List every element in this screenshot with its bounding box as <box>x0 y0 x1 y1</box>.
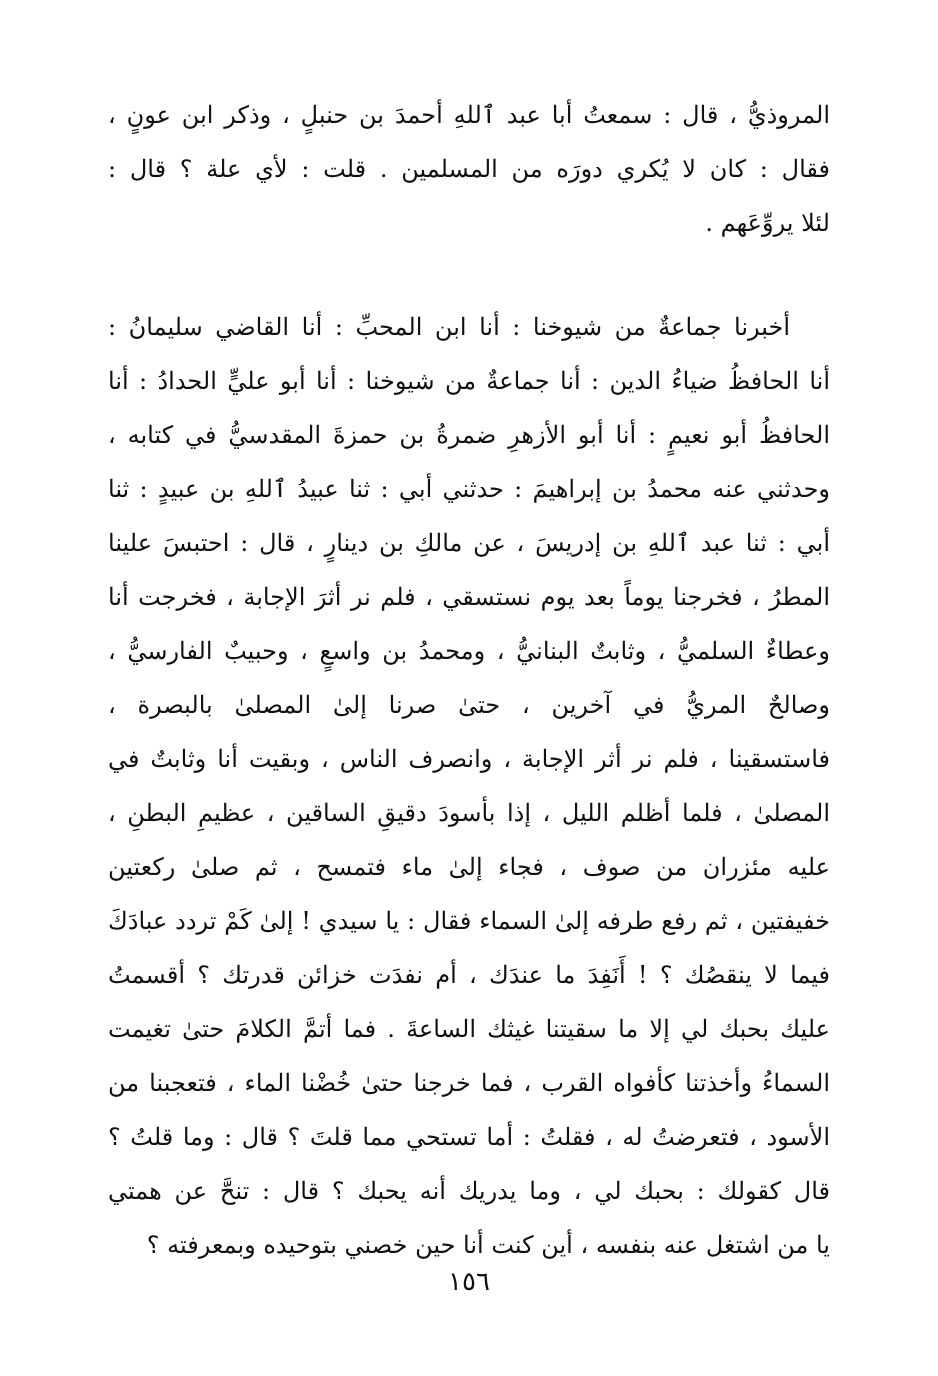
text-line: وحدثني عنه محمدُ بن إبراهيمَ : حدثني أبي : ثنا عبيدُ ٱللهِ بن عبيدٍ : ثنا <box>108 475 830 503</box>
text-line: وعطاءٌ السلميُّ ، وثابتٌ البنانيُّ ، ومحمدُ بن واسعٍ ، وحبيبٌ الفارسيُّ ، <box>108 637 830 665</box>
text-line: يا من اشتغل عنه بنفسه ، أين كنت أنا حين خصني بتوحيده وبمعرفته ؟ <box>146 1231 830 1259</box>
main-paragraph <box>108 300 830 1272</box>
text-line: السماءُ وأخذتنا كأفواه القرب ، فما خرجنا حتىٰ خُضْنا الماء ، فتعجبنا من <box>108 1069 830 1097</box>
text-line: أنا الحافظُ ضياءُ الدين : أنا جماعةٌ من شيوخنا : أنا أبو عليٍّ الحدادُ : أنا <box>108 367 830 395</box>
text-line: المروذيُّ ، قال : سمعتُ أبا عبد ٱللهِ أحمدَ بن حنبلٍ ، وذكر ابن عونٍ ، <box>108 101 830 129</box>
text-line: عليك بحبك لي إلا ما سقيتنا غيثك الساعةَ . فما أتمَّ الكلامَ حتىٰ تغيمت <box>108 1015 830 1043</box>
text-line: الأسود ، فتعرضتُ له ، فقلتُ : أما تستحي مما قلتَ ؟ قال : وما قلتُ ؟ <box>108 1123 830 1151</box>
text-line: أبي : ثنا عبد ٱللهِ بن إدريسَ ، عن مالكِ بن دينارٍ ، قال : احتبسَ علينا <box>108 529 830 557</box>
text-line: وصالحٌ المريُّ في آخرين ، حتىٰ صرنا إلىٰ المصلىٰ بالبصرة ، <box>108 691 830 719</box>
text-line: لئلا يروِّعَهم . <box>705 209 830 237</box>
text-line: قال كقولك : بحبك لي ، وما يدريك أنه يحبك ؟ قال : تنحَّ عن همتي <box>108 1177 830 1205</box>
text-line: أخبرنا جماعةٌ من شيوخنا : أنا ابن المحبِّ : أنا القاضي سليمانُ : <box>108 313 790 341</box>
top-paragraph <box>108 88 830 250</box>
text-line: المطرُ ، فخرجنا يوماً بعد يوم نستسقي ، فلم نر أثرَ الإجابة ، فخرجت أنا <box>108 583 830 611</box>
text-line: الحافظُ أبو نعيمٍ : أنا أبو الأزهرِ ضمرةُ بن حمزةَ المقدسيُّ في كتابه ، <box>108 421 830 449</box>
text-line: عليه مئزران من صوف ، فجاء إلىٰ ماء فتمسح ، ثم صلىٰ ركعتين <box>108 853 830 881</box>
text-line: المصلىٰ ، فلما أظلم الليل ، إذا بأسودَ دقيقِ الساقين ، عظيمِ البطنِ ، <box>108 799 830 827</box>
text-line: فاستسقينا ، فلم نر أثر الإجابة ، وانصرف الناس ، وبقيت أنا وثابتٌ في <box>108 745 830 773</box>
text-line: فيما لا ينقصُك ؟ ! أَنَفِدَ ما عندَك ، أم نفدَت خزائن قدرتك ؟ أقسمتُ <box>108 961 830 989</box>
text-line: فقال : كان لا يُكري دورَه من المسلمين . قلت : لأي علة ؟ قال : <box>108 155 830 183</box>
text-line: خفيفتين ، ثم رفع طرفه إلىٰ السماء فقال : يا سيدي ! إلىٰ كَمْ تردد عبادَكَ <box>108 907 830 935</box>
page-number: ١٥٦ <box>448 1267 490 1297</box>
